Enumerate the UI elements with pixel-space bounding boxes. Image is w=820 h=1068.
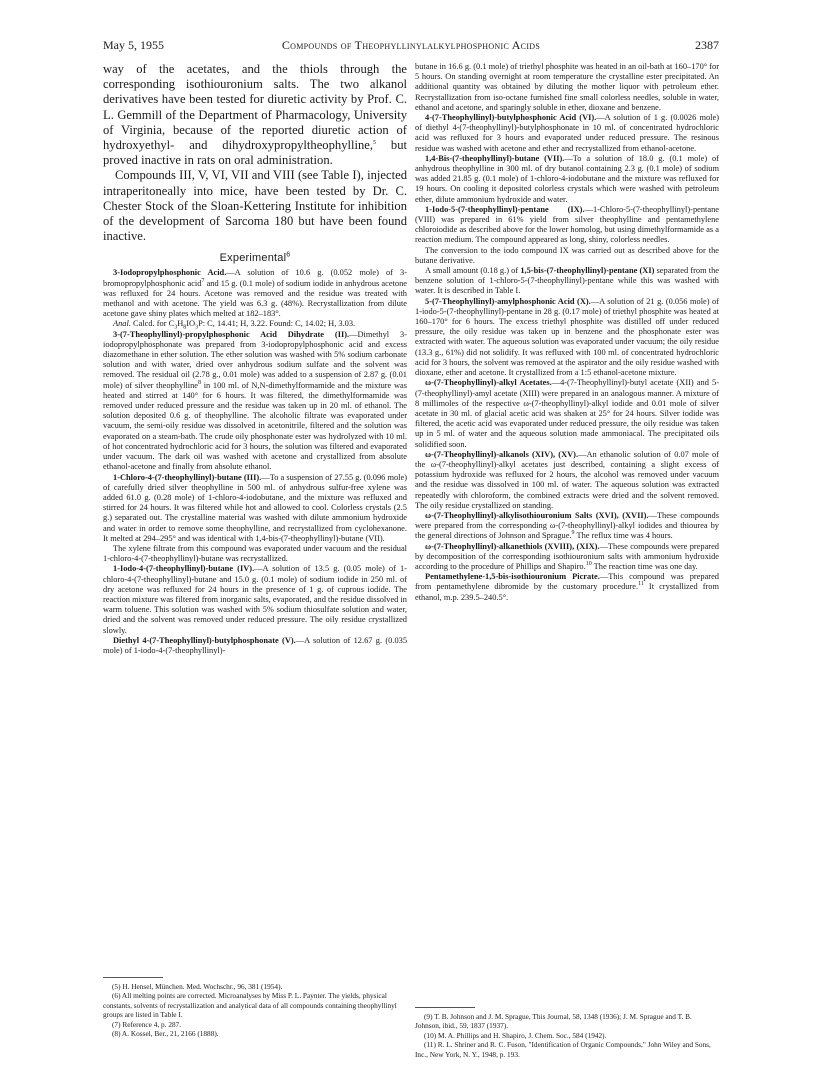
procedure-compound-ix: 1-Iodo-5-(7-theophyllinyl)-pentane (IX).—1-Chloro-5-(7-theophyllinyl)-pentane (VIII) was prepared in 61% yield from silver theophylline and pentamethylene chloroiodide as described above for the lower homolog, but using dimethylformamide as a reaction medium. The compound appeared as long, shiny, colorless needles. <box>415 204 719 245</box>
left-column <box>103 62 407 656</box>
footnote-9: (9) T. B. Johnson and J. M. Sprague, This Journal, 58, 1348 (1936); J. M. Sprague and T. B. Johnson, ibid., 59, 1837 (1937). <box>415 1012 692 1031</box>
procedure-compound-ii: 3-(7-Theophyllinyl)-propylphosphonic Acid Dihydrate (II).—Dimethyl 3-iodopropylphosphonate was prepared from 3-iodopropylphosphonic acid and excess diazomethane in ether solution. The ether solution was washed with 5% sodium carbonate solution and with water, dried over anhydrous sodium sulfate and the solvent was removed. The residual oil (2.78 g., 0.01 mole) was added to a suspension of 2.87 g. (0.01 mole) of silver theophylline$^8$ in 100 ml. of N,N-dimethylformamide and the mixture was heated and stirred at 140° for 6 hours. It was filtered, the dimethylformamide was removed under reduced pressure and the residue was taken up in 20 ml. of ethanol. The solution deposited 0.6 g. of theophylline. The alcoholic filtrate was evaporated under vacuum, the semi-oily residue was dissolved in acetonitrile, filtered and the solution was evaporated on a steam-bath. The crude oily phosphonate ester was hydrolyzed with 10 ml. of hot concentrated hydrochloric acid for 3 hours, the solution was filtered and evaporated under vacuum. The dark oil was washed with acetone and crystallized from absolute ethanol-acetone and finally from absolute ethanol. <box>103 329 407 472</box>
footnote-8: (8) A. Kossel, Ber., 21, 2166 (1888). <box>112 1029 219 1039</box>
procedure-compound-v-continued: butane in 16.6 g. (0.1 mole) of triethyl phosphite was heated in an oil-bath at 160–170° for 5 hours. On standing overnight at room temperature the crystalline ester precipitated. An additional quantity was obtained by diluting the mother liquor with petroleum ether. Recrystallization from iso-octane furnished fine small colorless needles, soluble in water, ethanol and acetone, and sparingly soluble in ether, dioxane and benzene. <box>415 62 719 112</box>
intro-paragraph-1: way of the acetates, and the thiols through the corresponding isothiouronium salts. The two alkanol derivatives have been tested for diuretic activity by Prof. C. L. Gemmill of the Department of Pharmacology, University of Virginia, because of the reported diuretic action of hydroxyethyl- and dihydroxypropyltheophylline,$^5$ but proved inactive in rats on oral administration. <box>103 62 407 168</box>
running-header <box>103 38 719 54</box>
procedure-compound-xi: A small amount (0.18 g.) of 1,5-bis-(7-theophyllinyl)-pentane (XI) separated from the benzene solution of 1-chloro-5-(7-theophyllinyl)-pentane while this was washed with water. It is described in Table I. <box>415 266 719 296</box>
procedure-picrate: Pentamethylene-1,5-bis-isothiouronium Picrate.—This compound was prepared from pentamethylene dibromide by the customary procedure.$^{11}$ It crystallized from ethanol, m.p. 239.5–240.5°. <box>415 572 719 602</box>
procedure-compound-v: Diethyl 4-(7-Theophyllinyl)-butylphosphonate (V).—A solution of 12.67 g. (0.035 mole) of 1-iodo-4-(7-theophyllinyl)- <box>103 635 408 655</box>
procedure-isothiouronium-salts: ω-(7-Theophyllinyl)-alkylisothiouronium Salts (XVI), (XVII).—These compounds were prepared from the corresponding ω-(7-theophyllinyl)-alkyl iodides and thiourea by the general directions of Johnson and Sprague.$^9$ The reflux time was 4 hours. <box>415 510 719 541</box>
section-heading-experimental: Experimental$^6$ <box>219 251 291 265</box>
analysis-line: Anal. Calcd. for $C_3H_8IO_3P$: C, 14.41; H, 3.22. Found: C, 14.02; H, 3.03. <box>113 319 356 332</box>
procedure-compound-vi: 4-(7-Theophyllinyl)-butylphosphonic Acid (VI).—A solution of 1 g. (0.0026 mole) of diethyl 4-(7-theophyllinyl)-butylphosphonate in 10 ml. of concentrated hydrochloric acid was refluxed for 3 hours and evaporated under reduced pressure. The resinous residue was washed with acetone and ether and recrystallized from ethanol-acetone. <box>415 113 719 153</box>
intro-paragraph-2: Compounds III, V, VI, VII and VIII (see Table I), injected intraperitoneally into mice, have been tested by Dr. C. Chester Stock of the Sloan-Kettering Institute for inhibition of the development of Sarcoma 180 but have been found inactive. <box>103 168 407 244</box>
procedure-iodopropylphosphonic-acid: 3-Iodopropylphosphonic Acid.—A solution of 10.6 g. (0.052 mole) of 3-bromopropylphosphonic acid$^7$ and 15 g. (0.1 mole) of sodium iodide in anhydrous acetone was refluxed for 24 hours. Acetone was removed and the residue was treated with methanol and with acetone. The yield was 6.3 g. (48%). Recrystallization from dilute acetone gave shiny plates which melted at 182–183°. <box>103 268 408 319</box>
procedure-xylene-filtrate: The xylene filtrate from this compound was evaporated under vacuum and the residual 1-chloro-4-(7-theophyllinyl)-butane was recrystallized. <box>103 543 407 564</box>
footnote-rule <box>415 1007 475 1008</box>
footnote-11: (11) R. L. Shriner and R. C. Fuson, "Identification of Organic Compounds," John Wiley and Sons, Inc., New York, N. Y., 1948, p. 193. <box>415 1040 711 1059</box>
procedure-compound-iv: 1-Iodo-4-(7-theophyllinyl)-butane (IV).—A solution of 13.5 g. (0.05 mole) of 1-chloro-4-(7-theophyllinyl)-butane and 15.0 g. (0.1 mole) of sodium iodide in 250 ml. of dry acetone was refluxed for 24 hours in the presence of 1 g. of cuprous iodide. The reaction mixture was filtered from inorganic salts, evaporated, and the residue dissolved in warm toluene. This solution was washed with 5% sodium thiosulfate solution and water, dried and the solvent was removed under reduced pressure. The oily residue crystallized slowly. <box>103 564 408 635</box>
page-number: 2387 <box>695 38 719 52</box>
procedure-compound-x: 5-(7-Theophyllinyl)-amylphosphonic Acid (X).—A solution of 21 g. (0.056 mole) of 1-iodo-5-(7-theophyllinyl)-pentane in 28 g. (0.17 mole) of triethyl phosphite was heated at 160–170° for 6 hours. The excess triethyl phosphite was distilled off under reduced pressure, the oily residue was taken up in benzene and the phosphonate ester was extracted with water. The aqueous solution was evaporated under vacuum; the oily residue (13.3 g., 61%) did not solidify. It was refluxed with 100 ml. of concentrated hydrochloric acid for 3 hours, the solvent was removed at the aspirator and the oily residue washed with dioxane, ether and acetone. It crystallized from a 1:5 ethanol-acetone mixture. <box>415 296 719 378</box>
footnote-10: (10) M. A. Phillips and H. Shapiro, J. Chem. Soc., 584 (1942). <box>424 1030 607 1040</box>
procedure-iodo-conversion: The conversion to the iodo compound IX was carried out as described above for the butane derivative. <box>415 245 719 265</box>
footnotes-right <box>415 1001 719 1059</box>
procedure-alkanols: ω-(7-Theophyllinyl)-alkanols (XIV), (XV).—An ethanolic solution of 0.07 mole of the ω-(7-theophyllinyl)-alkyl acetates just described, containing a slight excess of potassium hydroxide was refluxed for 2 hours, the alcohol was removed under vacuum and the residue was dissolved in 100 ml. of water. The aqueous solution was extracted repeatedly with chloroform, the combined extracts were dried and the solvent removed. The oily residue crystallized on standing. <box>415 449 719 510</box>
procedure-alkyl-acetates: ω-(7-Theophyllinyl)-alkyl Acetates.—4-(7-Theophyllinyl)-butyl acetate (XII) and 5-(7-theophyllinyl)-amyl acetate (XIII) were prepared in an analogous manner. A mixture of 8 millimoles of the respective ω-(7-theophyllinyl)-alkyl iodide and 0.01 mole of silver acetate in 30 ml. of glacial acetic acid was shaken at 25° for 24 hours. Silver iodide was filtered, the acetic acid was evaporated under reduced pressure, the oily residue was taken up in 5 ml. of water and the aqueous solution made ammoniacal. The precipitated oils solidified soon. <box>415 378 719 449</box>
procedure-compound-vii: 1,4-Bis-(7-theophyllinyl)-butane (VII).—To a solution of 18.0 g. (0.1 mole) of anhydrous theophylline in 300 ml. of dry butanol containing 2.3 g. (0.1 mole) of sodium was added 21.85 g. (0.1 mole) of 1-chloro-4-iodobutane and the mixture was refluxed for 19 hours. On cooling it deposited colorless crystals which were washed with petroleum ether, dilute ammonium hydroxide and water. <box>415 153 719 204</box>
procedure-alkanethiols: ω-(7-Theophyllinyl)-alkanethiols (XVIII), (XIX).—These compounds were prepared by decomposition of the corresponding isothiouronium salts with ammonium hydroxide according to the procedure of Phillips and Shapiro.$^{10}$ The reaction time was one day. <box>415 541 719 571</box>
header-title: Compounds of Theophyllinylalkylphosphonic Acids <box>281 38 541 52</box>
footnote-7: (7) Reference 4, p. 287. <box>112 1019 182 1029</box>
footnote-rule <box>103 977 163 978</box>
right-column <box>415 62 719 603</box>
footnote-5: (5) H. Hensel, München. Med. Wochschr., 96, 381 (1954). <box>112 982 283 991</box>
procedure-compound-iii: 1-Chloro-4-(7-theophyllinyl)-butane (III).—To a suspension of 27.55 g. (0.096 mole) of carefully dried silver theophylline in 500 ml. of anhydrous sulfur-free xylene was added 61.0 g. (0.28 mole) of 1-chloro-4-iodobutane, and the mixture was refluxed and stirred for 24 hours. It was filtered while hot and allowed to cool. Colorless crystals (2.5 g.) separated out. The crystalline material was washed with dilute ammonium hydroxide and water in order to remove some theophylline, and recrystallized from cyclohexanone. It melted at 294–295° and was identical with 1,4-bis-(7-theophyllinyl)-butane (VII). <box>103 472 407 543</box>
footnote-6: (6) All melting points are corrected. Microanalyses by Miss P. L. Paynter. The yields, physical constants, solvents of recrystallization and analytical data of all compounds containing theophyllinyl groups are listed in Table I. <box>103 991 397 1020</box>
header-date: May 5, 1955 <box>103 38 164 52</box>
footnotes-left <box>103 971 407 1038</box>
